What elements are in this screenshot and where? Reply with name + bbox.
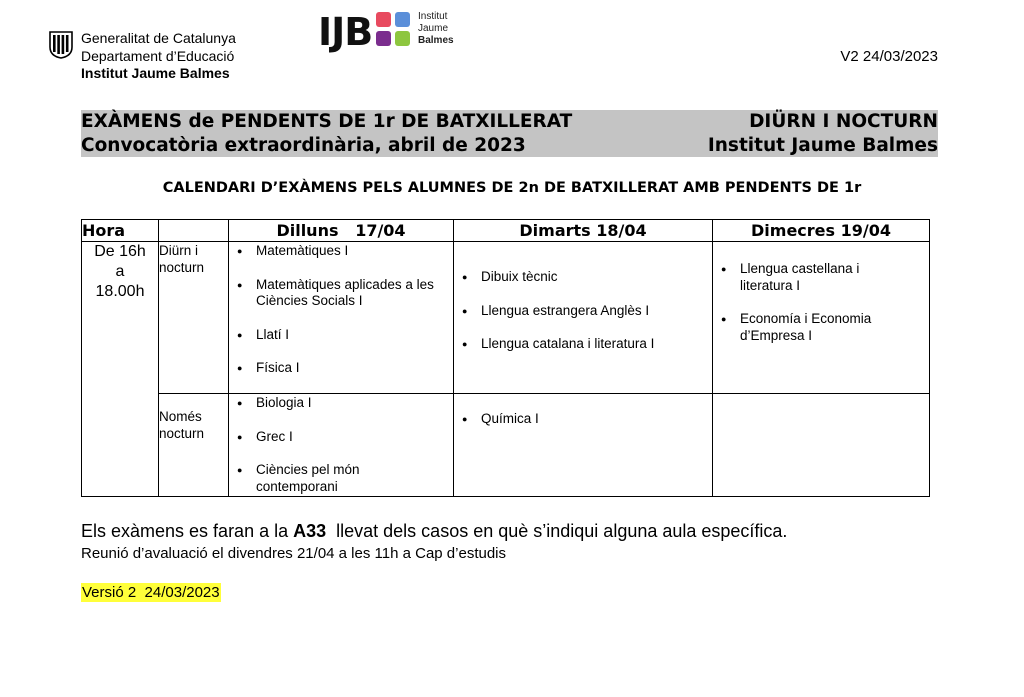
- department-name: Departament d’Educació: [81, 47, 235, 64]
- cell-nocturn-dilluns: [229, 394, 454, 497]
- cell-diurn-dimarts: [454, 242, 713, 394]
- group-label-line: nocturn: [159, 426, 205, 441]
- header-dimarts: Dimarts 18/04: [454, 220, 713, 242]
- exam-room-note: [81, 521, 787, 542]
- cell-nocturn-dimecres: [713, 394, 930, 497]
- table-row-diurn: [82, 242, 930, 394]
- title-row-2: [81, 134, 938, 157]
- exam-item: ● Física I: [237, 360, 449, 377]
- hora-line-3: 18.00h: [95, 283, 145, 300]
- hora-line-2: a: [115, 263, 125, 280]
- logo-square-blue: [395, 12, 410, 27]
- hora-cell: [82, 242, 159, 497]
- logo-square-red: [376, 12, 391, 27]
- logo-square-purple: [376, 31, 391, 46]
- generalitat-emblem-icon: [49, 31, 73, 59]
- generalitat-header: [81, 30, 236, 83]
- group-nocturn-label: [159, 394, 229, 497]
- ijb-logo-line-3: Balmes: [418, 35, 454, 46]
- version-label-top: V2 24/03/2023: [840, 48, 938, 65]
- exam-list: [454, 411, 712, 428]
- header-hora: Hora: [82, 220, 159, 242]
- ijb-logo-name: [418, 11, 454, 47]
- exam-item: ● Ciències pel món contemporani: [237, 462, 449, 495]
- logo-square-green: [395, 31, 410, 46]
- header-group-empty: [159, 220, 229, 242]
- exam-item: ● Llengua estrangera Anglès I: [462, 303, 708, 320]
- exam-list: [713, 261, 929, 344]
- version-label-bottom: Versió 2 24/03/2023: [82, 584, 220, 601]
- exam-room: A33: [293, 521, 327, 541]
- header-dimecres: Dimecres 19/04: [713, 220, 930, 242]
- group-label-line: Només: [159, 409, 202, 424]
- exam-title: EXÀMENS de PENDENTS DE 1r DE BATXILLERAT: [81, 111, 573, 132]
- exam-item: ● Llatí I: [237, 327, 449, 344]
- note-text-before: Els exàmens es faran a la: [81, 521, 294, 541]
- ijb-logo-squares: [376, 12, 412, 48]
- title-band: [81, 110, 938, 157]
- hora-line-1: De 16h: [94, 243, 146, 260]
- exam-item: ● Grec I: [237, 429, 449, 446]
- schedule-type: DIÜRN I NOCTURN: [749, 111, 938, 132]
- exam-item: ● Llengua castellana i literatura I: [721, 261, 925, 294]
- exam-list: [229, 395, 453, 495]
- ijb-logo-line-1: Institut: [418, 11, 448, 22]
- ijb-logo-letters: IJB: [318, 10, 373, 54]
- exam-item: ● Biologia I: [237, 395, 449, 412]
- cell-nocturn-dimarts: [454, 394, 713, 497]
- convocatoria-title: Convocatòria extraordinària, abril de 2023: [81, 135, 526, 156]
- exam-item: ● Economía i Economia d’Empresa I: [721, 311, 925, 344]
- exam-item: ● Llengua catalana i literatura I: [462, 336, 708, 353]
- exam-item: ● Química I: [462, 411, 708, 428]
- group-label-line: Diürn i: [159, 243, 199, 258]
- table-row-nocturn: [82, 394, 930, 497]
- group-diurn-label: [159, 242, 229, 394]
- exam-list: [229, 243, 453, 377]
- title-row-1: [81, 110, 938, 133]
- exam-list: [454, 269, 712, 353]
- institut-name: Institut Jaume Balmes: [81, 65, 230, 81]
- note-text-after: llevat dels casos en què s’indiqui alguna aula específica.: [326, 521, 788, 541]
- title-institut-name: Institut Jaume Balmes: [707, 135, 938, 156]
- header-dilluns: Dilluns 17/04: [229, 220, 454, 242]
- cell-diurn-dilluns: [229, 242, 454, 394]
- ijb-logo: [318, 10, 468, 54]
- exam-schedule-table: [81, 219, 930, 497]
- exam-item: ● Matemàtiques aplicades a les Ciències Socials I: [237, 277, 449, 310]
- group-label-line: nocturn: [159, 260, 205, 275]
- ijb-logo-line-2: Jaume: [418, 23, 449, 34]
- cell-diurn-dimecres: [713, 242, 930, 394]
- table-header-row: [82, 220, 930, 242]
- evaluation-meeting-note: Reunió d’avaluació el divendres 21/04 a les 11h a Cap d’estudis: [81, 545, 507, 562]
- generalitat-name: Generalitat de Catalunya: [81, 30, 236, 46]
- calendar-heading: CALENDARI D’EXÀMENS PELS ALUMNES DE 2n DE BATXILLERAT AMB PENDENTS DE 1r: [162, 180, 862, 196]
- exam-item: ● Dibuix tècnic: [462, 269, 708, 286]
- exam-item: ● Matemàtiques I: [237, 243, 449, 260]
